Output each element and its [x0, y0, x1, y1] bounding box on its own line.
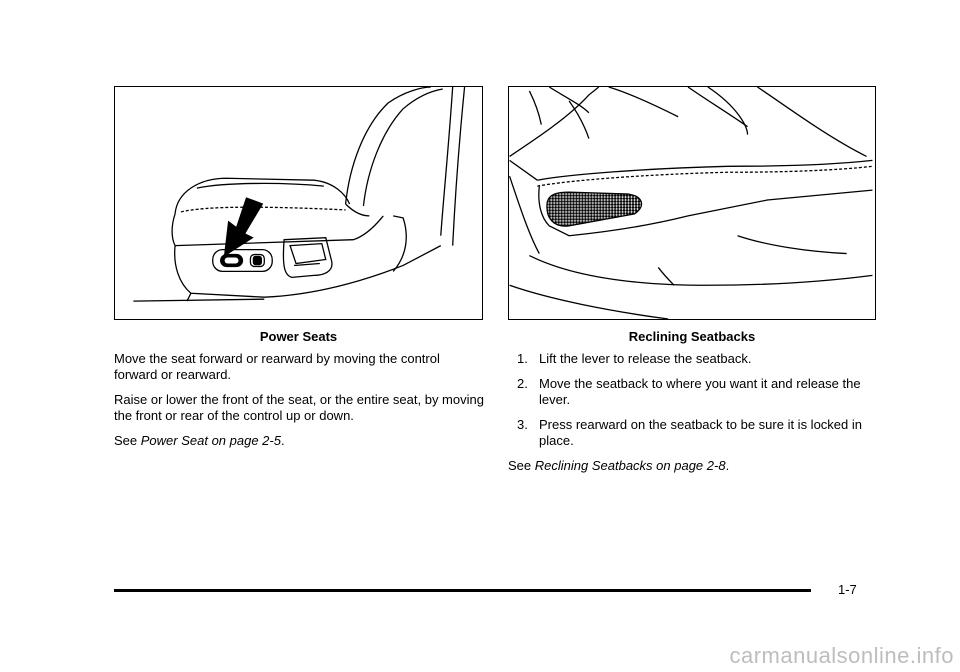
list-item [509, 417, 869, 449]
step-number: 3. [517, 417, 528, 432]
paragraph: Move the seat forward or rearward by moving the control forward or rearward. [114, 351, 440, 382]
step-text: Move the seatback to where you want it and release the lever. [539, 376, 861, 407]
see-reference-line: See Power Seat on page 2-5. [114, 433, 285, 448]
power-seat-reference-link[interactable]: Power Seat on page 2-5 [140, 433, 281, 448]
step-number: 2. [517, 376, 528, 391]
paragraph: Raise or lower the front of the seat, or the entire seat, by moving the front or rear of the control up or down. [114, 392, 484, 423]
reclining-seatbacks-caption: Reclining Seatbacks [628, 329, 756, 344]
power-seats-caption: Power Seats [259, 329, 338, 344]
footer-rule [114, 589, 811, 592]
list-item [509, 376, 869, 408]
power-seats-illustration [114, 86, 483, 320]
right-column-text [509, 351, 869, 483]
see-prefix: See [114, 433, 138, 448]
watermark: carmanualsonline.info [729, 643, 954, 668]
step-text: Press rearward on the seatback to be sure it is locked in place. [539, 417, 862, 448]
list-item [509, 351, 869, 367]
see-reference-line: See Reclining Seatbacks on page 2-8. [508, 458, 730, 473]
reclining-seatbacks-reference-link[interactable]: Reclining Seatbacks on page 2-8 [534, 458, 726, 473]
step-text: Lift the lever to release the seatback. [539, 351, 752, 366]
step-number: 1. [517, 351, 528, 366]
left-column-text [114, 351, 484, 458]
steps-list [509, 351, 869, 449]
page-number: 1-7 [838, 582, 857, 597]
see-prefix: See [508, 458, 532, 473]
reclining-seatbacks-illustration [508, 86, 876, 320]
